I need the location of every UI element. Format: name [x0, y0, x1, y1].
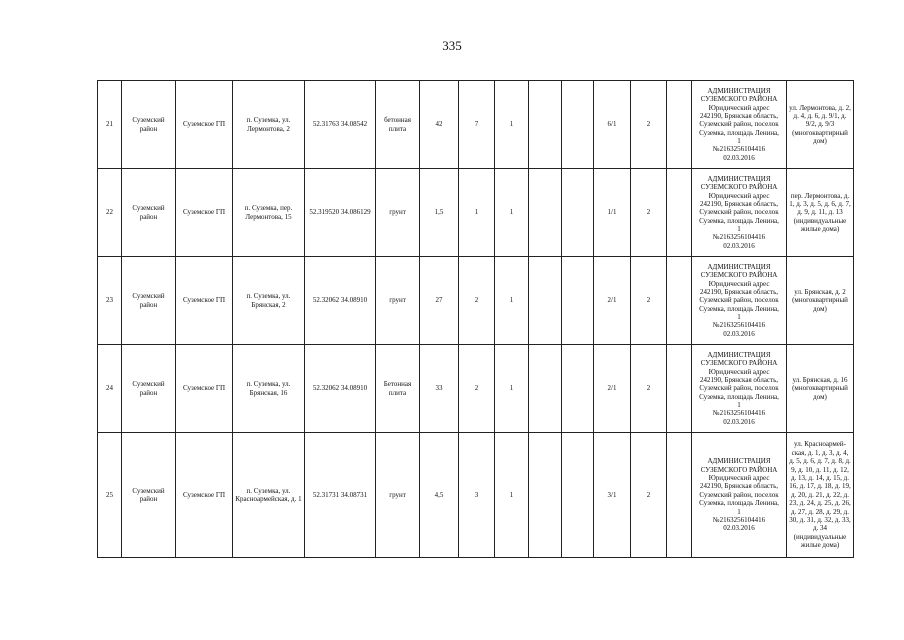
ratio-cell: 2/1	[594, 257, 631, 345]
settlement-cell: Суземское ГП	[176, 169, 233, 257]
row-number-cell: 25	[98, 433, 122, 558]
coordinates-cell: 52.319520 34.086129	[305, 169, 376, 257]
owner-cell	[692, 345, 787, 433]
ratio-cell: 2/1	[594, 345, 631, 433]
owner-line: 02.03.2016	[723, 417, 755, 426]
owner-line: 1	[737, 137, 741, 146]
row-number-cell: 24	[98, 345, 122, 433]
owner-cell	[692, 169, 787, 257]
ratio-cell: 1/1	[594, 169, 631, 257]
empty-cell	[529, 169, 562, 257]
planned-count-cell: 1	[495, 345, 529, 433]
owner-line: 02.03.2016	[723, 524, 755, 533]
surface-type-cell: бетонная плита	[376, 81, 420, 169]
coordinates-cell: 52.31763 34.08542	[305, 81, 376, 169]
volume-cell: 2	[631, 169, 667, 257]
empty-cell	[529, 345, 562, 433]
owner-line: СУЗЕМСКОГО РАЙОНА	[700, 95, 778, 104]
empty-cell	[529, 433, 562, 558]
district-cell: Суземский район	[122, 433, 176, 558]
area-cell: 4,5	[420, 433, 459, 558]
settlement-cell: Суземское ГП	[176, 433, 233, 558]
area-cell: 1,5	[420, 169, 459, 257]
owner-line: СУЗЕМСКОГО РАЙОНА	[700, 465, 778, 474]
planned-count-cell: 1	[495, 433, 529, 558]
volume-cell: 2	[631, 433, 667, 558]
settlement-cell: Суземское ГП	[176, 81, 233, 169]
planned-count-cell: 1	[495, 257, 529, 345]
owner-line: АДМИНИСТРАЦИЯ	[707, 350, 771, 359]
owner-line: Суземка, площадь Ленина,	[699, 128, 779, 137]
owner-cell	[692, 433, 787, 558]
owner-line: Юридический адрес	[708, 474, 770, 483]
volume-cell: 2	[631, 81, 667, 169]
owner-line: Суземка, площадь Ленина,	[699, 392, 779, 401]
empty-cell	[562, 345, 594, 433]
owner-line: Суземский район, поселок	[699, 208, 779, 217]
district-cell: Суземский район	[122, 345, 176, 433]
owner-line: СУЗЕМСКОГО РАЙОНА	[700, 271, 778, 280]
owner-line: 02.03.2016	[723, 329, 755, 338]
owner-line: 1	[737, 401, 741, 410]
ratio-cell: 6/1	[594, 81, 631, 169]
empty-cell	[529, 257, 562, 345]
owner-line: Суземский район, поселок	[699, 490, 779, 499]
surface-type-cell: Бетонная плита	[376, 345, 420, 433]
volume-cell: 2	[631, 257, 667, 345]
empty-cell	[667, 345, 692, 433]
sources-cell: ул. Брянская, д. 16 (многоквартирный дом)	[787, 345, 854, 433]
empty-cell	[562, 169, 594, 257]
coordinates-cell: 52.32062 34.08910	[305, 257, 376, 345]
empty-cell	[667, 257, 692, 345]
empty-cell	[529, 81, 562, 169]
district-cell: Суземский район	[122, 169, 176, 257]
owner-line: Юридический адрес	[708, 367, 770, 376]
owner-line: 1	[737, 507, 741, 516]
container-count-cell: 3	[459, 433, 495, 558]
container-count-cell: 2	[459, 257, 495, 345]
volume-cell: 2	[631, 345, 667, 433]
address-cell: п. Суземка, пер. Лермонтова, 15	[233, 169, 305, 257]
registry-table	[97, 80, 854, 558]
owner-line: №2163256104416	[712, 145, 766, 154]
owner-line: АДМИНИСТРАЦИЯ	[707, 86, 771, 95]
surface-type-cell: грунт	[376, 257, 420, 345]
owner-line: 242190, Брянская область,	[699, 482, 779, 491]
owner-line: 1	[737, 313, 741, 322]
table-row	[98, 81, 854, 169]
owner-line: №2163256104416	[712, 321, 766, 330]
owner-line: Суземка, площадь Ленина,	[699, 499, 779, 508]
sources-cell: ул. Красноармей-ская, д. 1, д. 3, д. 4, д. 5, д. 6, д. 7, д. 8, д. 9, д. 10, д. 11, д. 12, д. 13, д. 14, д. 15, д. 16, д. 17, д. 18, д. 19, д. 20, д. 21, д. 22, д. 23, д. 24, д. 25, д. 26, д. 27, д. 28, д. 29, д. 30, д. 31, д. 32, д. 33, д. 34 (индивидуальные жилые дома)	[787, 433, 854, 558]
district-cell: Суземский район	[122, 81, 176, 169]
empty-cell	[562, 257, 594, 345]
surface-type-cell: грунт	[376, 169, 420, 257]
owner-line: Суземка, площадь Ленина,	[699, 216, 779, 225]
empty-cell	[562, 433, 594, 558]
row-number-cell: 21	[98, 81, 122, 169]
empty-cell	[667, 169, 692, 257]
owner-line: 242190, Брянская область,	[699, 199, 779, 208]
settlement-cell: Суземское ГП	[176, 257, 233, 345]
row-number-cell: 23	[98, 257, 122, 345]
area-cell: 27	[420, 257, 459, 345]
owner-line: Суземский район, поселок	[699, 296, 779, 305]
table-row	[98, 169, 854, 257]
owner-line: СУЗЕМСКОГО РАЙОНА	[700, 183, 778, 192]
surface-type-cell: грунт	[376, 433, 420, 558]
address-cell: п. Суземка, ул. Брянская, 16	[233, 345, 305, 433]
container-count-cell: 7	[459, 81, 495, 169]
page-number: 335	[442, 38, 462, 53]
owner-line: АДМИНИСТРАЦИЯ	[707, 174, 771, 183]
owner-line: 242190, Брянская область,	[699, 287, 779, 296]
table-row	[98, 257, 854, 345]
ratio-cell: 3/1	[594, 433, 631, 558]
address-cell: п. Суземка, ул. Лермонтова, 2	[233, 81, 305, 169]
owner-line: №2163256104416	[712, 409, 766, 418]
row-number-cell: 22	[98, 169, 122, 257]
owner-line: Суземский район, поселок	[699, 384, 779, 393]
owner-line: АДМИНИСТРАЦИЯ	[707, 457, 771, 466]
owner-line: АДМИНИСТРАЦИЯ	[707, 262, 771, 271]
owner-line: СУЗЕМСКОГО РАЙОНА	[700, 359, 778, 368]
owner-line: 02.03.2016	[723, 153, 755, 162]
owner-line: Суземка, площадь Ленина,	[699, 304, 779, 313]
owner-line: Юридический адрес	[708, 279, 770, 288]
empty-cell	[667, 433, 692, 558]
empty-cell	[667, 81, 692, 169]
address-cell: п. Суземка, ул. Красноармейская, д. 1	[233, 433, 305, 558]
owner-cell	[692, 257, 787, 345]
sources-cell: ул. Брянская, д. 2 (многоквартирный дом)	[787, 257, 854, 345]
empty-cell	[562, 81, 594, 169]
coordinates-cell: 52.32062 34.08910	[305, 345, 376, 433]
settlement-cell: Суземское ГП	[176, 345, 233, 433]
area-cell: 42	[420, 81, 459, 169]
owner-line: Юридический адрес	[708, 191, 770, 200]
district-cell: Суземский район	[122, 257, 176, 345]
owner-line: 1	[737, 225, 741, 234]
sources-cell: ул. Лермонтова, д. 2, д. 4, д. 6, д. 9/1, д. 9/2, д. 9/3 (многоквартирный дом)	[787, 81, 854, 169]
owner-cell	[692, 81, 787, 169]
address-cell: п. Суземка, ул. Брянская, 2	[233, 257, 305, 345]
table-row	[98, 433, 854, 558]
owner-line: 242190, Брянская область,	[699, 375, 779, 384]
owner-line: №2163256104416	[712, 515, 766, 524]
table-row	[98, 345, 854, 433]
owner-line: 02.03.2016	[723, 241, 755, 250]
owner-line: Юридический адрес	[708, 103, 770, 112]
owner-line: Суземский район, поселок	[699, 120, 779, 129]
container-count-cell: 1	[459, 169, 495, 257]
container-count-cell: 2	[459, 345, 495, 433]
owner-line: 242190, Брянская область,	[699, 111, 779, 120]
sources-cell: пер. Лермонтова, д. 1, д. 3, д. 5, д. 6, д. 7, д. 9, д. 11, д. 13 (индивидуальные жилые дома)	[787, 169, 854, 257]
owner-line: №2163256104416	[712, 233, 766, 242]
coordinates-cell: 52.31731 34.08731	[305, 433, 376, 558]
planned-count-cell: 1	[495, 169, 529, 257]
planned-count-cell: 1	[495, 81, 529, 169]
area-cell: 33	[420, 345, 459, 433]
